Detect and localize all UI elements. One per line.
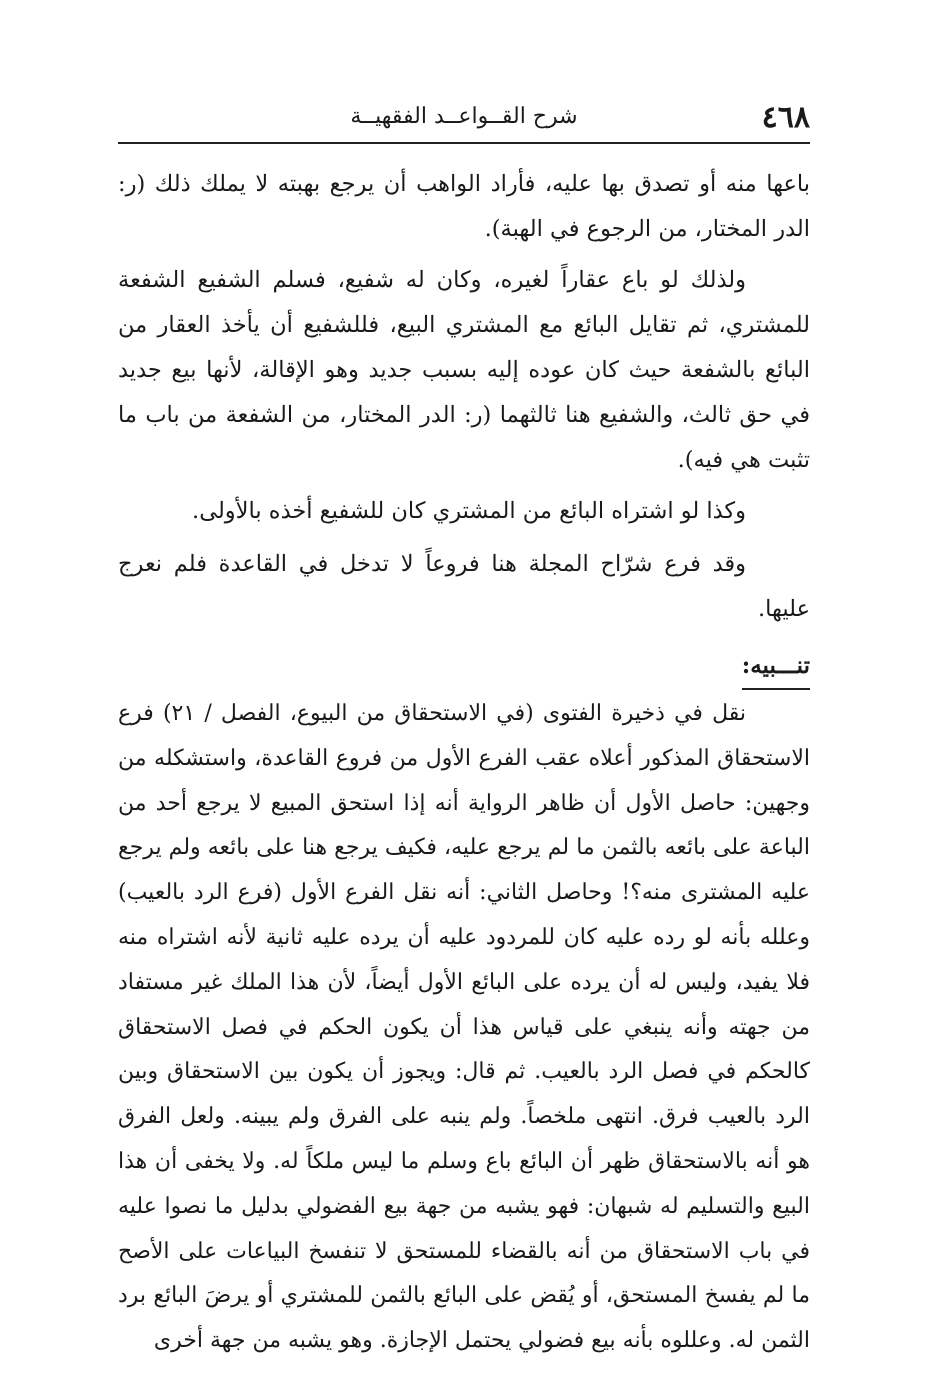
paragraph-majalla-branches: وقد فرع شرّاح المجلة هنا فروعاً لا تدخل في القاعدة فلم نعرج عليها. <box>118 551 810 622</box>
page-number: ٤٦٨ <box>761 100 810 135</box>
book-page <box>118 0 810 1377</box>
paragraph-intro: باعها منه أو تصدق بها عليه، فأراد الواهب أن يرجع بهبته لا يملك ذلك (ر: الدر المختار، من الرجوع في الهبة). <box>118 171 810 242</box>
page-content <box>118 162 810 1364</box>
page-header <box>118 96 810 144</box>
paragraph-shufa: ولذلك لو باع عقاراً لغيره، وكان له شفيع، فسلم الشفيع الشفعة للمشتري، ثم تقايل البائع مع المشتري البيع، فللشفيع أن يأخذ العقار من البائع بالشفعة حيث كان عوده إليه بسبب جديد وهو الإقالة، لأنها بيع جديد في حق ثالث، والشفيع هنا ثالثهما (ر: الدر المختار، من الشفعة من باب ما تثبت هي فيه). <box>118 267 810 473</box>
notice-body: نقل في ذخيرة الفتوى (في الاستحقاق من البيوع، الفصل / ٢١) فرع الاستحقاق المذكور أعلاه عقب الفرع الأول من فروع القاعدة، واستشكله من وجهين: حاصل الأول أن ظاهر الرواية أنه إذا استحق المبيع لا يرجع أحد من الباعة على بائعه بالثمن ما لم يرجع عليه، فكيف يرجع هنا على بائعه ولم يرجع عليه المشترى منه؟! وحاصل الثاني: أنه نقل الفرع الأول (فرع الرد بالعيب) وعلله بأنه لو رده عليه كان للمردود عليه أن يرده عليه ثانية لأنه اشتراه منه فلا يفيد، وليس له أن يرده على البائع الأول أيضاً، لأن هذا الملك غير مستفاد من جهته وأنه ينبغي على قياس هذا أن يكون الحكم في فصل الاستحقاق كالحكم في فصل الرد بالعيب. ثم قال: ويجوز أن يكون بين الاستحقاق وبين الرد بالعيب فرق. انتهى ملخصاً. ولم ينبه على الفرق ولم يبينه. ولعل الفرق هو أنه بالاستحقاق ظهر أن البائع باع وسلم ما ليس ملكاً له. ولا يخفى أن هذا البيع والتسليم له شبهان: فهو يشبه من جهة بيع الفضولي بدليل ما نصوا عليه في باب الاستحقاق من أنه بالقضاء للمستحق لا تنفسخ البياعات على الأصح ما لم يفسخ المستحق، أو يُقض على البائع بالثمن للمشتري أو يرضَ البائع برد الثمن له. وعللوه بأنه بيع فضولي يحتمل الإجازة. وهو يشبه من جهة أخرى <box>118 701 810 1354</box>
notice-heading: تنـــبيه: <box>742 644 810 690</box>
paragraph-purchase: وكذا لو اشتراه البائع من المشتري كان للشفيع أخذه بالأولى. <box>192 498 746 524</box>
notice-section <box>118 644 810 1364</box>
running-title: شرح القــواعــد الفقهيــة <box>350 104 578 129</box>
